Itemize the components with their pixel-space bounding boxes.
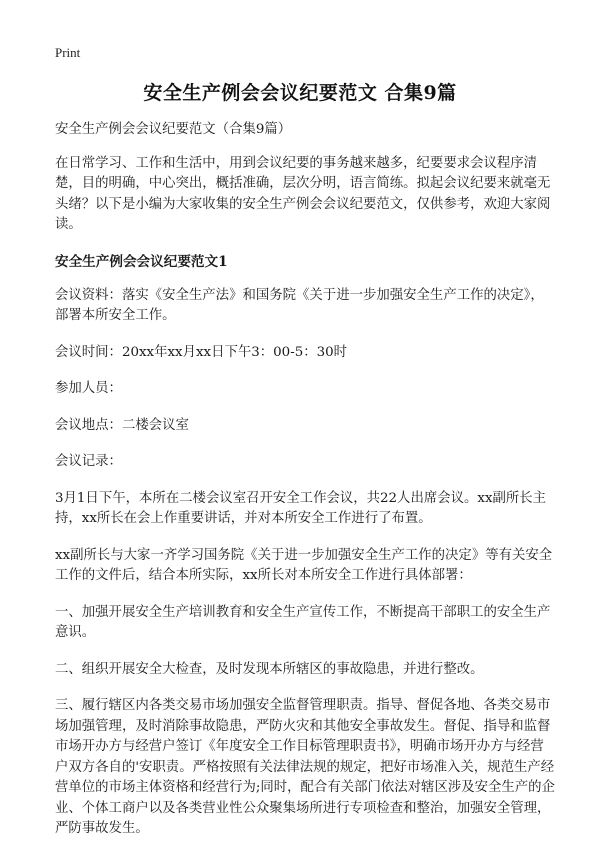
paragraph-item-three: 三、履行辖区内各类交易市场加强安全监督管理职责。指导、督促各地、各类交易市场加强管理，及时消除事故隐患，严防火灾和其他安全事故发生。督促、指导和监督市场开办方与经营户签订《年度安全工作目标管理职责书》，明确市场开办方与经营户双方各自的'安职责。严格按照有关法律法规的规定，把好市场准入关，规范生产经营单位的市场主体资格和经营行为;同时，配合有关部门依法对辖区涉及安全生产的企业、个体工商户以及各类营业性公众聚集场所进行专项检查和整治，加强安全管理，严防事故发生。	[55, 698, 555, 836]
paragraph-meeting-record: 会议记录：	[55, 454, 122, 469]
print-label[interactable]: Print	[55, 45, 81, 60]
paragraph-item-two: 二、组织开展安全大检查，及时发现本所辖区的事故隐患，并进行整改。	[55, 661, 484, 677]
paragraph-record-summary: 3月1日下午，本所在二楼会议室召开安全工作会议，共22人出席会议。xx副所长主持，xx所长在会上作重要讲话，并对本所安全工作进行了布置。	[55, 490, 547, 526]
section-heading: 安全生产例会会议纪要范文1	[55, 253, 228, 270]
paragraph-attendees: 参加人员：	[55, 381, 122, 396]
intro-paragraph: 在日常学习、工作和生活中，用到会议纪要的事务越来越多，纪要要求会议程序清楚，目的明确，中心突出，概括准确，层次分明，语言简练。拟起会议纪要来就毫无头绪？以下是小编为大家收集的安全生产例会会议纪要范文，仅供参考，欢迎大家阅读。	[55, 155, 551, 232]
paragraph-meeting-location: 会议地点：二楼会议室	[55, 417, 189, 433]
document-subtitle: 安全生产例会会议纪要范文（合集9篇）	[55, 122, 292, 137]
paragraph-meeting-content: 会议资料：落实《安全生产法》和国务院《关于进一步加强安全生产工作的决定》，部署本所安全工作。	[55, 287, 544, 323]
page-title: 安全生产例会会议纪要范文 合集9篇	[143, 82, 457, 104]
paragraph-study-deployment: xx副所长与大家一齐学习国务院《关于进一步加强安全生产工作的决定》等有关安全工作的文件后，结合本所实际，xx所长对本所安全工作进行具体部署：	[55, 547, 553, 583]
paragraph-item-one: 一、加强开展安全生产培训教育和安全生产宣传工作，不断提高干部职工的安全生产意识。	[55, 604, 551, 640]
paragraph-meeting-time: 会议时间：20xx年xx月xx日下午3：00-5：30时	[55, 344, 348, 360]
document-body	[55, 120, 555, 856]
